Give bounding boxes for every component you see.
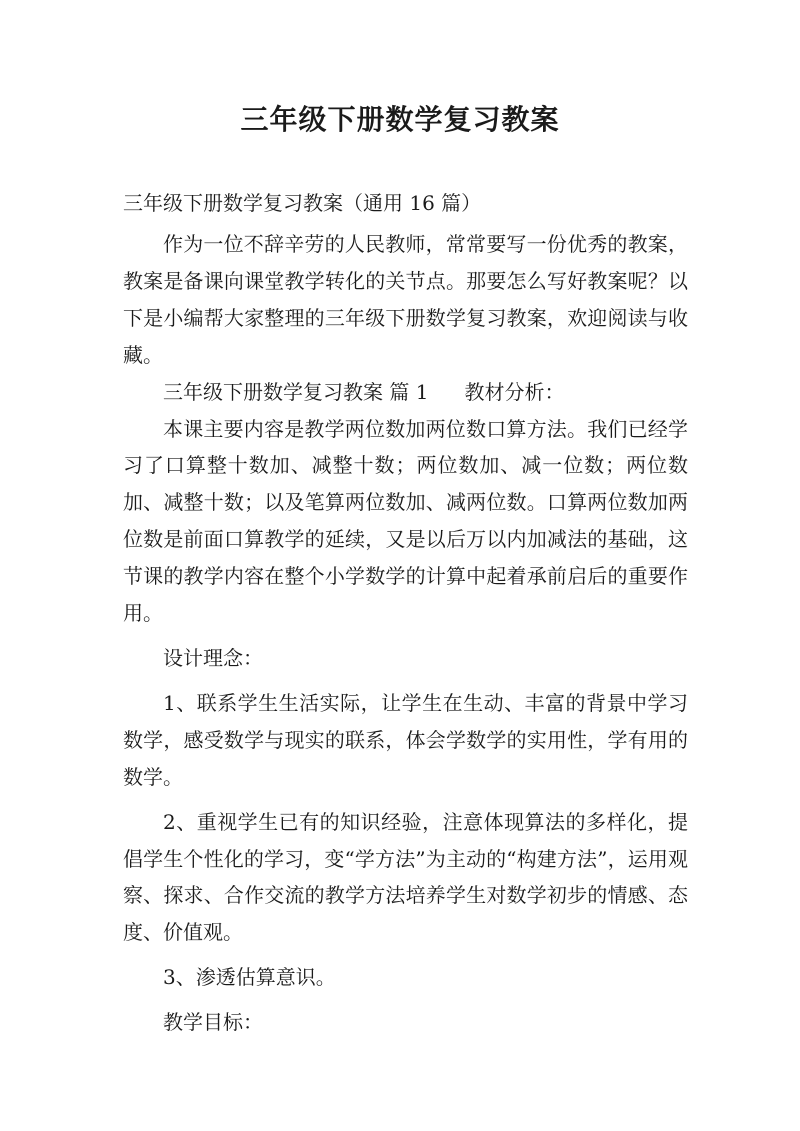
design-point-3: 3、渗透估算意识。 <box>163 965 336 990</box>
section-heading-line <box>123 374 688 411</box>
section-label: 教材分析： <box>464 379 565 404</box>
goals-heading: 教学目标： <box>163 1010 263 1035</box>
analysis-paragraph: 本课主要内容是教学两位数加两位数口算方法。我们已经学习了口算整十数加、减整十数；两位数加、减一位数；两位数加、减整十数；以及笔算两位数加、减两位数。口算两位数加两位数是前面口算教学的延续，又是以后万以内加减法的基础，这节课的教学内容在整个小学数学的计算中起着承前启后的重要作用。 <box>123 416 688 626</box>
design-heading: 设计理念： <box>163 645 263 670</box>
document-body <box>123 226 688 1041</box>
design-point-1: 1、联系学生生活实际，让学生在生动、丰富的背景中学习数学，感受数学与现实的联系，体会学数学的实用性，学有用的数学。 <box>123 690 688 789</box>
intro-paragraph: 作为一位不辞辛劳的人民教师，常常要写一份优秀的教案，教案是备课向课堂教学转化的关节点。那要怎么写好教案呢？以下是小编帮大家整理的三年级下册数学复习教案，欢迎阅读与收藏。 <box>123 232 688 367</box>
section-heading: 三年级下册数学复习教案 篇 1 <box>163 379 429 404</box>
design-point-2: 2、重视学生已有的知识经验，注意体现算法的多样化，提倡学生个性化的学习，变“学方法”为主动的“构建方法”，运用观察、探求、合作交流的教学方法培养学生对数学初步的情感、态度、价值观。 <box>123 809 688 945</box>
document-title: 三年级下册数学复习教案 <box>240 103 560 136</box>
document-subtitle: 三年级下册数学复习教案（通用 16 篇） <box>123 191 482 215</box>
